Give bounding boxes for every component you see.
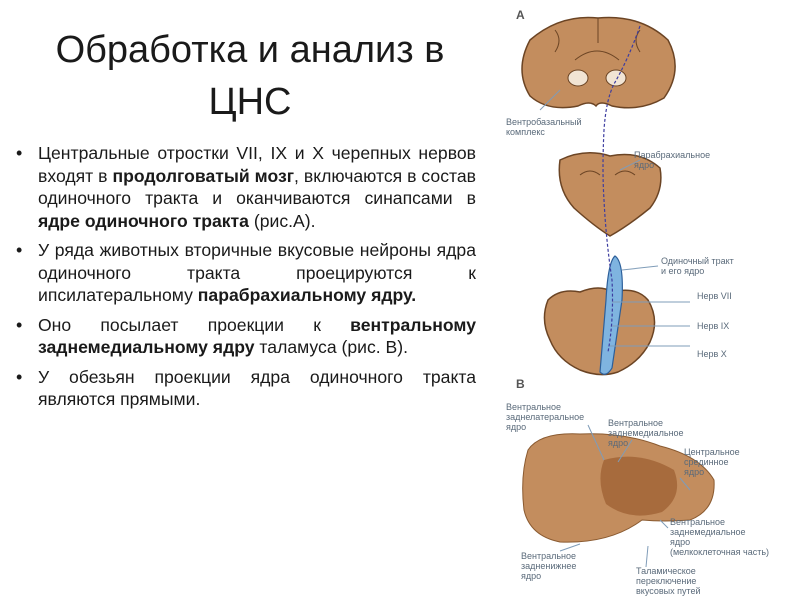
label-relay-2: переключение — [636, 576, 697, 586]
medulla-section — [544, 288, 654, 375]
label-parabrachial-1: Парабрахиальное — [634, 150, 711, 160]
label-parabrachial-2: ядро — [634, 160, 655, 170]
label-solitary-2: и его ядро — [661, 266, 705, 276]
label-vpm-1: Вентральное — [608, 418, 664, 428]
bullet-emphasis: вентральному заднемедиальному ядру — [38, 314, 476, 357]
bullet-emphasis: ядре одиночного тракта — [38, 210, 249, 231]
bullet-text: Центральные отростки VII, IX и X черепных нервов входят в — [38, 143, 476, 186]
label-vpm-2: заднемедиальное — [608, 428, 684, 438]
label-vpi-1: Вентральное — [521, 551, 577, 561]
bullet-text: Оно посылает проекции к — [38, 314, 351, 335]
label-vpmpc-2: заднемедиальное — [670, 527, 746, 537]
label-vpl-1: Вентральное — [506, 402, 562, 412]
label-nerve-10: Нерв X — [697, 349, 727, 359]
panel-a-letter: А — [516, 8, 525, 22]
label-vpl-2: заднелатеральное — [506, 412, 585, 422]
label-vpi-2: задненижнее — [521, 561, 577, 571]
label-nerve-7: Нерв VII — [697, 291, 732, 301]
bullet-text: таламуса (рис. В). — [254, 337, 409, 357]
label-vpl-3: ядро — [506, 422, 527, 432]
bullet-text: У обезьян проекции ядра одиночного тракта являются прямыми. — [38, 366, 476, 409]
label-central-3: ядро — [684, 467, 705, 477]
label-ventrobasal-1: Вентробазальный — [506, 117, 582, 127]
bullet-emphasis: продолговатый мозг — [112, 165, 295, 186]
label-vpmpc-3: ядро — [670, 537, 691, 547]
label-solitary-1: Одиночный тракт — [661, 256, 734, 266]
label-vpi-3: ядро — [521, 571, 542, 581]
label-relay-3: вкусовых путей — [636, 586, 701, 596]
title-line-1: Обработка и анализ в — [55, 29, 445, 71]
label-relay-1: Таламическое — [636, 566, 696, 576]
bullet-text: (рис.А). — [248, 210, 316, 231]
label-ventrobasal-2: комплекс — [506, 127, 545, 137]
bullet-text: , включаются в состав одиночного тракта и оканчиваются синапсами в — [38, 165, 476, 208]
title-line-2: ЦНС — [208, 81, 292, 123]
bullet-text: У ряда животных вторичные вкусовые нейроны ядра одиночного тракта проецируются к ипсилатеральному — [38, 240, 476, 305]
forebrain-section — [522, 17, 675, 107]
label-nerve-9: Нерв IX — [697, 321, 730, 331]
panel-b-letter: В — [516, 377, 525, 391]
label-vpm-3: ядро — [608, 438, 629, 448]
label-vpmpc-1: Вентральное — [670, 517, 726, 527]
bullet-emphasis: парабрахиальному ядру. — [197, 285, 417, 305]
label-central-1: Центральное — [684, 447, 740, 457]
label-vpmpc-4: (мелкоклеточная часть) — [670, 547, 770, 557]
label-central-2: срединное — [684, 457, 729, 467]
